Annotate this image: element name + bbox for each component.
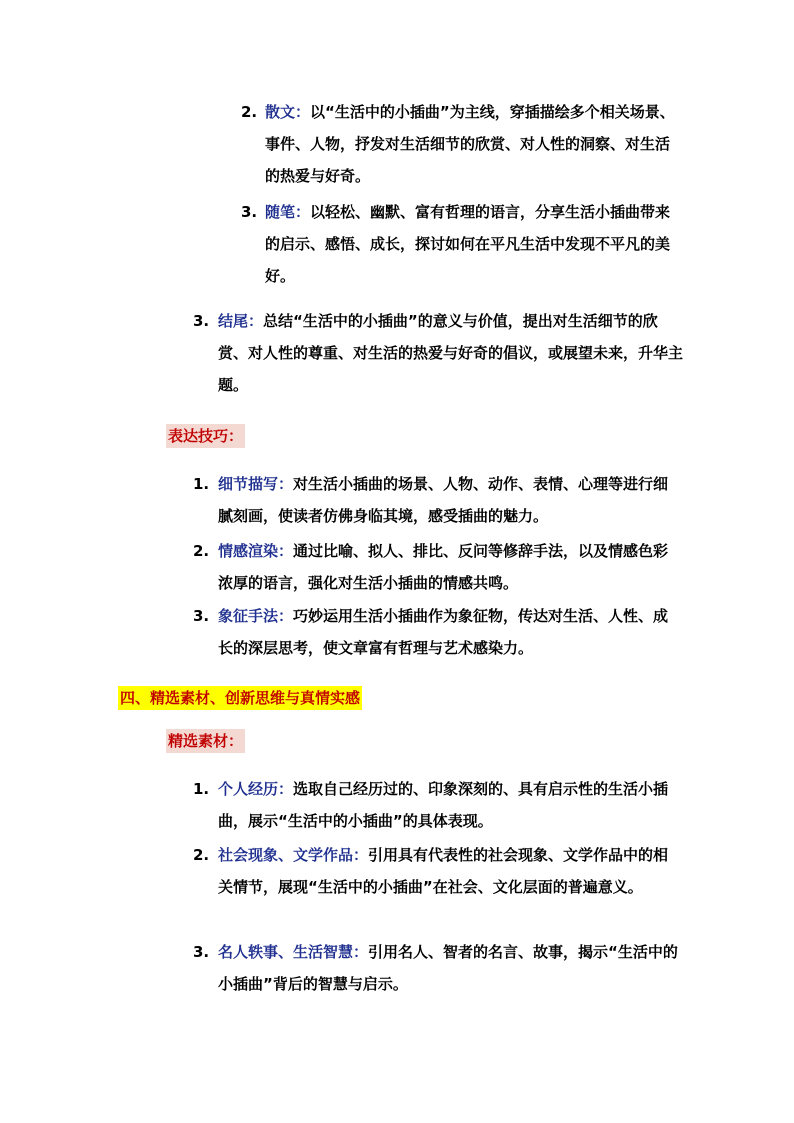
keyword: 个人经历: [218, 780, 279, 798]
list-item-social: [193, 839, 683, 903]
item-text: 通过比喻、拟人、排比、反问等修辞手法，以及情感色彩浓厚的语言，强化对生活小插曲的情感共鸣。: [218, 542, 669, 592]
keyword: 细节描写: [218, 475, 279, 493]
keyword: 随笔: [265, 203, 296, 221]
keyword: 结尾: [218, 312, 249, 330]
separator: ：: [278, 780, 294, 798]
keyword: 名人轶事、生活智慧: [218, 943, 354, 961]
list-item-ending: [193, 305, 683, 401]
item-text: 巧妙运用生活小插曲作为象征物，传达对生活、人性、成长的深层思考，使文章富有哲理与艺术感染力。: [218, 607, 669, 657]
separator: ：: [295, 103, 311, 121]
list-item-essay: [241, 196, 681, 292]
separator: ：: [278, 542, 294, 560]
list-number: 2.: [193, 542, 210, 560]
list-number: 3.: [193, 312, 210, 330]
list-number: 1.: [193, 475, 210, 493]
separator: ：: [353, 943, 369, 961]
list-number: 1.: [193, 780, 210, 798]
separator: ：: [295, 203, 311, 221]
list-item-detail: [193, 468, 683, 532]
list-number: 2.: [193, 846, 210, 864]
item-text: 以“生活中的小插曲”为主线，穿插描绘多个相关场景、事件、人物，抒发对生活细节的欣赏、对人性的洞察、对生活的热爱与好奇。: [265, 103, 675, 185]
keyword: 社会现象、文学作品: [218, 846, 354, 864]
separator: ：: [353, 846, 369, 864]
list-number: 3.: [193, 607, 210, 625]
list-number: 3.: [193, 943, 210, 961]
item-text: 以轻松、幽默、富有哲理的语言，分享生活小插曲带来的启示、感悟、成长，探讨如何在平凡生活中发现不平凡的美好。: [265, 203, 671, 285]
item-text: 引用具有代表性的社会现象、文学作品中的相关情节，展现“生活中的小插曲”在社会、文化层面的普遍意义。: [218, 846, 669, 896]
keyword: 象征手法: [218, 607, 279, 625]
item-text: 选取自己经历过的、印象深刻的、具有启示性的生活小插曲，展示“生活中的小插曲”的具体表现。: [218, 780, 669, 830]
material-heading: 精选素材：: [166, 729, 245, 753]
list-number: 3.: [241, 203, 258, 221]
keyword: 情感渲染: [218, 542, 279, 560]
keyword: 散文: [265, 103, 296, 121]
expression-heading: 表达技巧：: [166, 424, 245, 448]
item-text: 总结“生活中的小插曲”的意义与价值，提出对生活细节的欣赏、对人性的尊重、对生活的热爱与好奇的倡议，或展望未来，升华主题。: [218, 312, 684, 394]
list-number: 2.: [241, 103, 258, 121]
section-four-heading: 四、精选素材、创新思维与真情实感: [118, 686, 362, 710]
list-item-symbolism: [193, 600, 683, 664]
list-item-emotion: [193, 535, 683, 599]
separator: ：: [248, 312, 264, 330]
list-item-personal: [193, 773, 683, 837]
list-item-prose: [241, 96, 681, 192]
separator: ：: [278, 475, 294, 493]
item-text: 对生活小插曲的场景、人物、动作、表情、心理等进行细腻刻画，使读者仿佛身临其境，感受插曲的魅力。: [218, 475, 669, 525]
separator: ：: [278, 607, 294, 625]
list-item-celebrity: [193, 936, 683, 1000]
item-text: 引用名人、智者的名言、故事，揭示“生活中的小插曲”背后的智慧与启示。: [218, 943, 678, 993]
